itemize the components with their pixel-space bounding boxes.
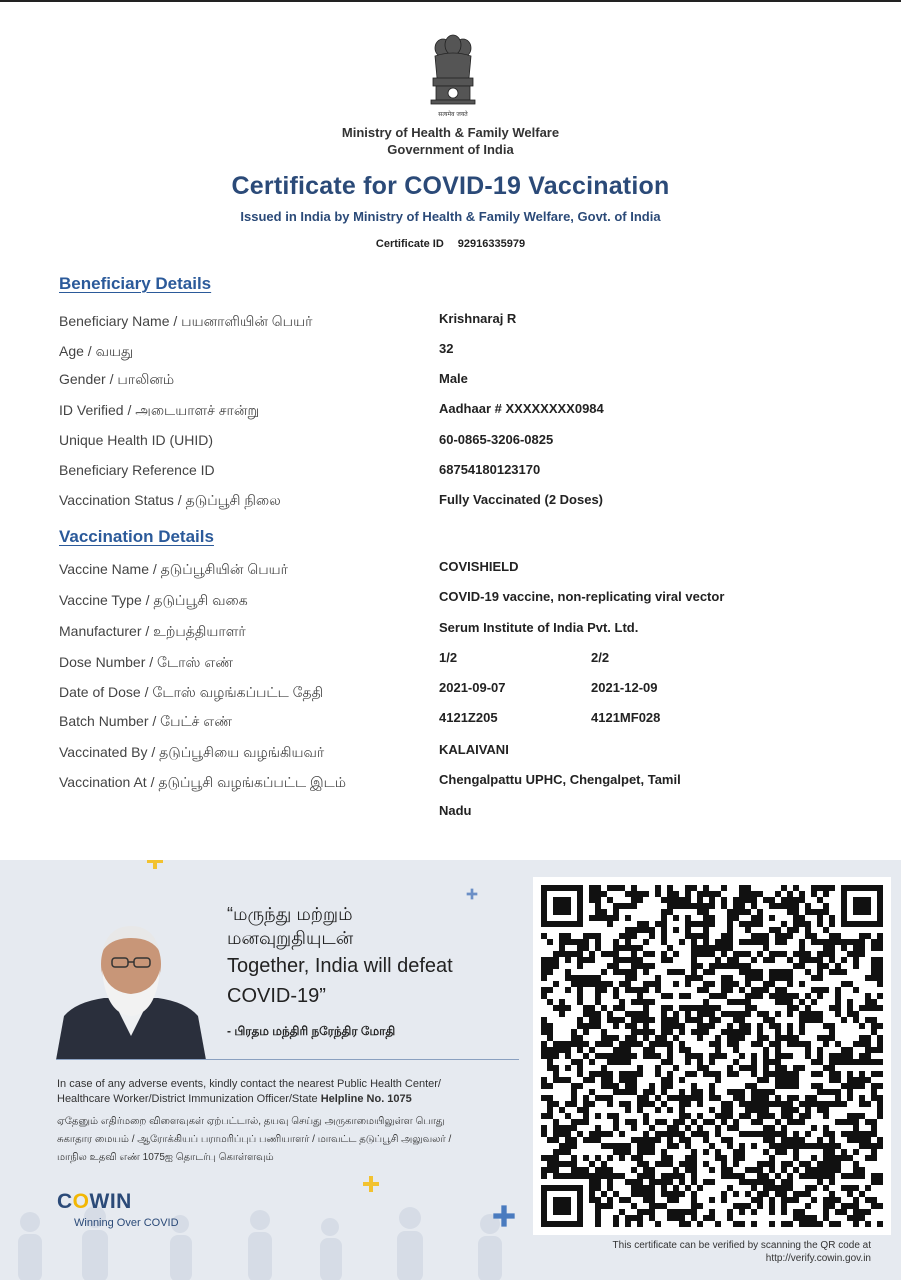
field-label: Vaccination At / தடுப்பூசி வழங்கப்பட்ட இடம் <box>59 774 346 790</box>
vaccine-type-value: COVID-19 vaccine, non-replicating viral vector <box>439 589 725 604</box>
qr-code-icon <box>541 885 883 1227</box>
beneficiary-name-row <box>0 311 901 333</box>
vaccinated-by-value: KALAIVANI <box>439 742 509 757</box>
dose2-number-value: 2/2 <box>591 650 610 665</box>
emblem-caption: सत्यमेव जयते <box>438 111 468 118</box>
quote-tamil-line2: மனவுறுதியுடன் <box>227 928 354 948</box>
footer-divider <box>56 1059 519 1060</box>
cowin-logo-letter: C <box>57 1190 73 1213</box>
field-label: Manufacturer / உற்பத்தியாளர் <box>59 623 246 639</box>
vaccination-details-heading: Vaccination Details <box>59 527 214 546</box>
adverse-events-text: Healthcare Worker/District Immunization Officer/State <box>57 1093 321 1105</box>
dose-date-row <box>0 680 901 702</box>
dose2-date-value: 2021-12-09 <box>591 680 658 695</box>
id-verified-row <box>0 401 901 423</box>
field-label: Unique Health ID (UHID) <box>59 432 214 448</box>
vaccinated-at-value-line2: Nadu <box>439 803 472 818</box>
vaccinated-at-value: Chengalpattu UPHC, Chengalpet, Tamil <box>439 772 681 787</box>
field-label: Beneficiary Reference ID <box>59 462 215 478</box>
cowin-logo-letter: O <box>72 1190 90 1213</box>
reference-id-value: 68754180123170 <box>439 462 541 477</box>
adverse-events-tamil-line1: ஏதேனும் எதிர்மறை விளைவுகள் ஏற்பட்டால், தயவு செய்து அருகாமையிலுள்ள பொது <box>57 1116 445 1127</box>
adverse-events-tamil-line2: சுகாதார மையம் / ஆரோக்கியப் பராமரிப்புப் பணியாளர் / மாவட்ட தடுப்பூசி அலுவலர் / <box>57 1134 452 1145</box>
beneficiary-details-heading: Beneficiary Details <box>59 274 212 293</box>
quote-english-line2: COVID-19” <box>227 985 326 1007</box>
vaccine-name-row <box>0 559 901 581</box>
field-label: Vaccine Name / தடுப்பூசியின் பெயர் <box>59 561 288 577</box>
uhid-row <box>0 432 901 454</box>
field-label: Vaccinated By / தடுப்பூசியை வழங்கியவர் <box>59 744 325 760</box>
prime-minister-portrait <box>56 918 206 1060</box>
certificate-title: Certificate for COVID-19 Vaccination <box>231 172 670 200</box>
age-row <box>0 341 901 363</box>
adverse-events-tamil-line3: மாநில உதவி எண் 1075ஐ தொடர்பு கொள்ளவும் <box>57 1152 274 1163</box>
certificate-footer <box>0 860 901 1280</box>
cowin-tagline: Winning Over COVID <box>74 1217 179 1229</box>
plus-decoration-icon <box>146 860 164 870</box>
government-name: Government of India <box>387 142 514 157</box>
ministry-name: Ministry of Health & Family Welfare <box>341 125 560 140</box>
field-label: Dose Number / டோஸ் எண் <box>59 654 234 670</box>
dose1-date-value: 2021-09-07 <box>439 680 506 695</box>
manufacturer-value: Serum Institute of India Pvt. Ltd. <box>439 620 639 635</box>
field-label: Beneficiary Name / பயனாளியின் பெயர் <box>59 313 313 329</box>
quote-tamil-line1: “மருந்து மற்றும் <box>227 904 353 924</box>
dose1-number-value: 1/2 <box>439 650 458 665</box>
vaccinated-at-row <box>0 772 901 818</box>
verification-qr-code <box>533 877 891 1235</box>
cowin-logo-letter: WIN <box>89 1190 132 1213</box>
vaccine-type-row <box>0 589 901 611</box>
helpline-number: Helpline No. 1075 <box>320 1093 412 1105</box>
quote-english-line1: Together, India will defeat <box>227 955 453 977</box>
uhid-value: 60-0865-3206-0825 <box>439 432 554 447</box>
gender-row <box>0 371 901 393</box>
field-label: Date of Dose / டோஸ் வழங்கப்பட்ட தேதி <box>59 684 324 700</box>
verify-url: http://verify.cowin.gov.in <box>765 1253 871 1264</box>
manufacturer-row <box>0 620 901 642</box>
cowin-logo <box>57 1190 132 1214</box>
field-label: Vaccination Status / தடுப்பூசி நிலை <box>59 492 281 508</box>
plus-decoration-icon <box>466 888 478 900</box>
vaccine-name-value: COVISHIELD <box>439 559 519 574</box>
age-value: 32 <box>439 341 454 356</box>
plus-decoration-icon <box>492 1204 516 1228</box>
certificate-id <box>0 238 901 250</box>
adverse-events-line1: In case of any adverse events, kindly contact the nearest Public Health Center/ <box>57 1078 441 1090</box>
plus-decoration-icon <box>362 1175 380 1193</box>
beneficiary-name-value: Krishnaraj R <box>439 311 517 326</box>
dose1-batch-value: 4121Z205 <box>439 710 498 725</box>
dose2-batch-value: 4121MF028 <box>591 710 661 725</box>
vaccination-status-row <box>0 492 901 514</box>
gender-value: Male <box>439 371 468 386</box>
national-emblem-icon <box>425 34 481 122</box>
quote-author: - பிரதம மந்திரி நரேந்திர மோதி <box>227 1024 396 1038</box>
adverse-events-line2 <box>57 1093 412 1105</box>
certificate-id-label: Certificate ID <box>375 238 444 250</box>
vaccination-status-value: Fully Vaccinated (2 Doses) <box>439 492 604 507</box>
dose-number-row <box>0 650 901 672</box>
vaccinated-by-row <box>0 742 901 764</box>
field-label: Vaccine Type / தடுப்பூசி வகை <box>59 592 248 608</box>
certificate-id-value: 92916335979 <box>457 238 526 250</box>
field-label: Batch Number / பேட்ச் எண் <box>59 713 233 729</box>
field-label: Gender / பாலினம் <box>59 371 175 387</box>
verify-instructions: This certificate can be verified by scanning the QR code at <box>612 1240 871 1251</box>
batch-number-row <box>0 710 901 732</box>
id-verified-value: Aadhaar # XXXXXXXX0984 <box>439 401 604 416</box>
reference-id-row <box>0 462 901 484</box>
issued-by: Issued in India by Ministry of Health & Family Welfare, Govt. of India <box>240 209 661 224</box>
field-label: ID Verified / அடையாளச் சான்று <box>59 402 260 418</box>
field-label: Age / வயது <box>59 343 134 359</box>
